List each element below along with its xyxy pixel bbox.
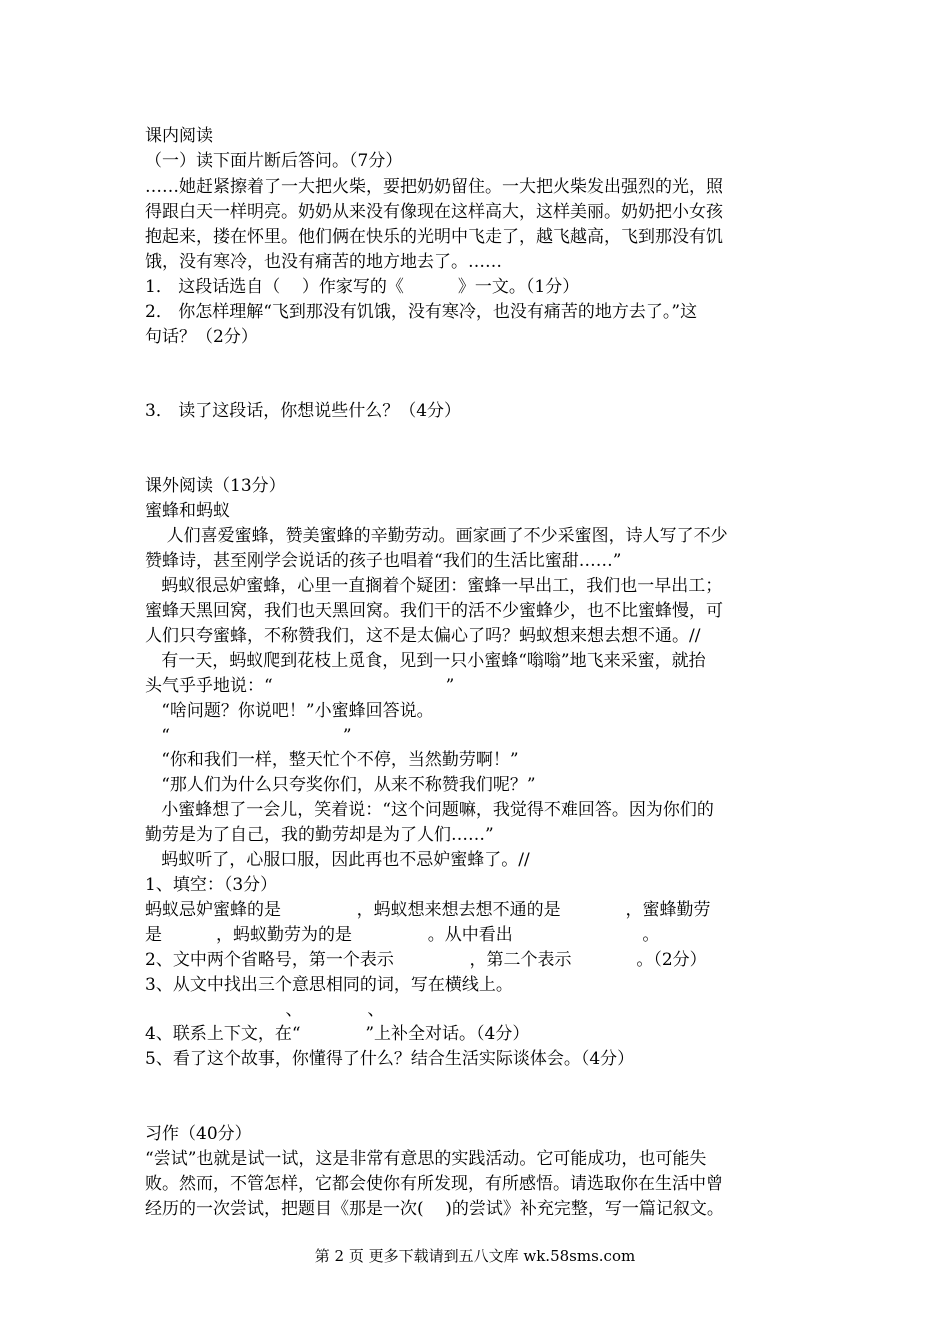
story-line: “啥问题？你说吧！”小蜜蜂回答说。 [145, 701, 434, 721]
story-line: “那人们为什么只夸奖你们，从来不称赞我们呢？” [145, 775, 536, 795]
story-line: 人们喜爱蜜蜂，赞美蜜蜂的辛勤劳动。画家画了不少采蜜图，诗人写了不少 [145, 526, 728, 546]
question-line: 3、从文中找出三个意思相同的词，写在横线上。 [145, 975, 513, 995]
section-heading-writing: 习作（40分） [145, 1124, 252, 1144]
story-line: 小蜜蜂想了一会儿，笑着说：“这个问题嘛，我觉得不难回答。因为你们的 [145, 800, 714, 820]
story-line: 蚂蚁听了，心服口服，因此再也不忌妒蜜蜂了。// [145, 850, 530, 870]
story-line: 蚂蚁很忌妒蜜蜂，心里一直搁着个疑团：蜜蜂一早出工，我们也一早出工； [145, 576, 723, 596]
passage-line: 饿，没有寒冷，也没有痛苦的地方地去了。…… [145, 252, 502, 272]
story-title: 蜜蜂和蚂蚁 [145, 501, 230, 521]
story-line: 有一天，蚂蚁爬到花枝上觅食，见到一只小蜜蜂“嗡嗡”地飞来采蜜，就抬 [145, 651, 706, 671]
question-line: 3． 读了这段话，你想说些什么？（4分） [145, 401, 462, 421]
passage-line: ……她赶紧擦着了一大把火柴，要把奶奶留住。一大把火柴发出强烈的光，照 [145, 177, 723, 197]
question-line: 4、联系上下文，在“ ”上补全对话。（4分） [145, 1024, 530, 1044]
question-line: 是 ，蚂蚁勤劳为的是 。从中看出 。 [145, 925, 660, 945]
question-line: 1、填空：（3分） [145, 875, 278, 895]
story-line: “你和我们一样，整天忙个不停，当然勤劳啊！” [145, 750, 519, 770]
section-heading-extra-reading: 课外阅读（13分） [145, 476, 286, 496]
answer-blank-line: 、 、 [145, 1000, 385, 1020]
passage-line: 得跟白天一样明亮。奶奶从来没有像现在这样高大，这样美丽。奶奶把小女孩 [145, 202, 723, 222]
story-line: 勤劳是为了自己，我的勤劳却是为了人们……” [145, 825, 494, 845]
story-line: 赞蜂诗，甚至刚学会说话的孩子也唱着“我们的生活比蜜甜……” [145, 551, 622, 571]
question-line: 1． 这段话选自（ ）作家写的《 》一文。（1分） [145, 277, 580, 297]
story-line: “ ” [145, 726, 352, 746]
question-line: 2． 你怎样理解“飞到那没有饥饿，没有寒冷，也没有痛苦的地方去了。”这 [145, 302, 698, 322]
question-line: 2、文中两个省略号，第一个表示 ，第二个表示 。（2分） [145, 950, 707, 970]
page-footer: 第 2 页 更多下载请到五八文库 wk.58sms.com [314, 1247, 636, 1265]
question-line: 蚂蚁忌妒蜜蜂的是 ，蚂蚁想来想去想不通的是 ，蜜蜂勤劳 [145, 900, 711, 920]
section-heading-in-class-reading: 课内阅读 [145, 126, 213, 146]
question-heading-1: （一）读下面片断后答问。（7分） [145, 151, 403, 171]
story-line: 头气乎乎地说：“ ” [145, 676, 455, 696]
writing-prompt-line: “尝试”也就是试一试，这是非常有意思的实践活动。它可能成功，也可能失 [145, 1149, 707, 1169]
question-line: 5、看了这个故事，你懂得了什么？结合生活实际谈体会。（4分） [145, 1049, 635, 1069]
question-line: 句话？（2分） [145, 327, 258, 347]
passage-line: 抱起来，搂在怀里。他们俩在快乐的光明中飞走了，越飞越高，飞到那没有饥 [145, 227, 723, 247]
writing-prompt-line: 败。然而，不管怎样，它都会使你有所发现，有所感悟。请选取你在生活中曾 [145, 1174, 723, 1194]
story-line: 人们只夸蜜蜂，不称赞我们，这不是太偏心了吗？蚂蚁想来想去想不通。// [145, 626, 701, 646]
writing-prompt-line: 经历的一次尝试，把题目《那是一次( )的尝试》补充完整，写一篇记叙文。 [145, 1199, 724, 1219]
story-line: 蜜蜂天黑回窝，我们也天黑回窝。我们干的活不少蜜蜂少，也不比蜜蜂慢，可 [145, 601, 723, 621]
